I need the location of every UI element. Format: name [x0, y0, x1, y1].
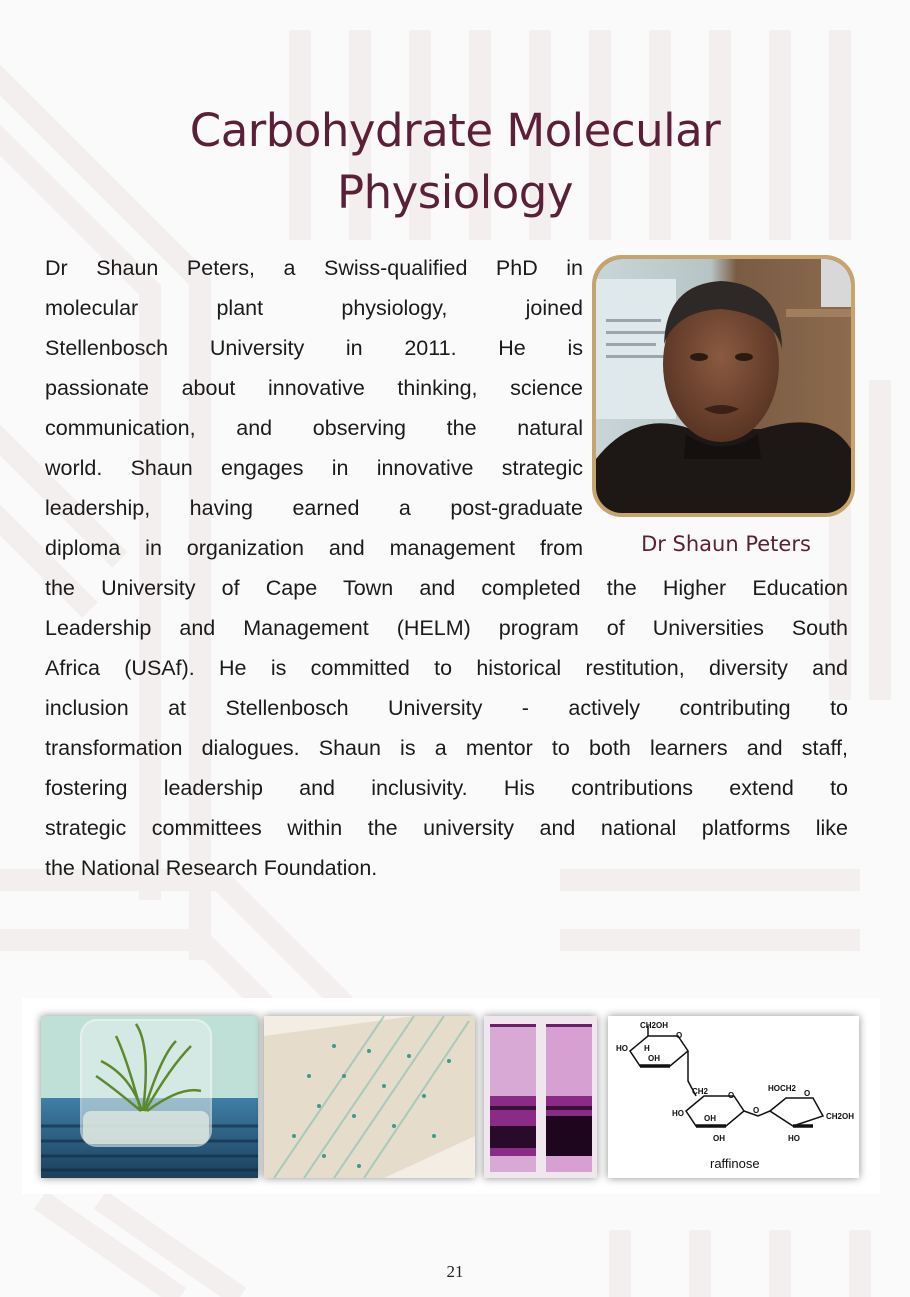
- chem-label: CH2: [692, 1087, 709, 1096]
- portrait-photo: [592, 255, 855, 517]
- bio-line: communication, and observing the natural: [45, 416, 583, 440]
- chem-label: HO: [672, 1109, 684, 1118]
- chem-label: HOCH2: [768, 1084, 797, 1093]
- plantlet-in-culture-jar-image: [41, 1016, 258, 1178]
- title-line-2: Physiology: [337, 166, 573, 220]
- gel-illustration: [484, 1016, 597, 1178]
- chem-label: O: [676, 1031, 683, 1040]
- raffinose-structure-image: [608, 1016, 859, 1178]
- chem-label: HO: [788, 1134, 800, 1143]
- portrait-illustration: [596, 259, 851, 513]
- title-line-1: Carbohydrate Molecular: [189, 104, 721, 158]
- chem-label: CH2OH: [826, 1112, 855, 1121]
- bio-line: transformation dialogues. Shaun is a mentor to both learners and staff,: [45, 736, 848, 760]
- chem-label: OH: [648, 1054, 660, 1063]
- bio-line: inclusion at Stellenbosch University - actively contributing to: [45, 696, 848, 720]
- chem-label: O: [728, 1091, 735, 1100]
- bio-line: Dr Shaun Peters, a Swiss-qualified PhD in: [45, 256, 583, 280]
- bio-line: fostering leadership and inclusivity. His contributions extend to: [45, 776, 848, 800]
- page-number: 21: [446, 1262, 464, 1281]
- raffinose-diagram: [608, 1016, 859, 1178]
- chem-label: OH: [704, 1114, 716, 1123]
- bio-line: diploma in organization and management from: [45, 536, 583, 560]
- chem-label: O: [804, 1089, 811, 1098]
- portrait-caption: Dr Shaun Peters: [641, 532, 811, 556]
- purple-stained-gel-image: [484, 1016, 597, 1178]
- raffinose-label: raffinose: [710, 1156, 760, 1171]
- chem-label: O: [753, 1106, 760, 1115]
- bio-line: Leadership and Management (HELM) program of Universities South: [45, 616, 848, 640]
- stained-root-tissue-image: [264, 1016, 475, 1178]
- bio-line: the National Research Foundation.: [45, 856, 378, 880]
- chem-label: OH: [713, 1134, 725, 1143]
- chem-label: H: [644, 1044, 650, 1053]
- bio-line: Africa (USAf). He is committed to historical restitution, diversity and: [45, 656, 848, 680]
- chem-label: HO: [616, 1044, 628, 1053]
- bio-line: molecular plant physiology, joined: [45, 296, 583, 320]
- page-title: [0, 100, 910, 224]
- plantlet-illustration: [41, 1016, 258, 1178]
- bio-line: world. Shaun engages in innovative strategic: [45, 456, 583, 480]
- bio-line: Stellenbosch University in 2011. He is: [45, 336, 583, 360]
- bio-line: leadership, having earned a post-graduate: [45, 496, 583, 520]
- microscopy-illustration: [264, 1016, 475, 1178]
- bio-line: strategic committees within the university and national platforms like: [45, 816, 848, 840]
- bio-line: the University of Cape Town and completed the Higher Education: [45, 576, 848, 600]
- bio-line: passionate about innovative thinking, science: [45, 376, 583, 400]
- chem-label: CH2OH: [640, 1021, 669, 1030]
